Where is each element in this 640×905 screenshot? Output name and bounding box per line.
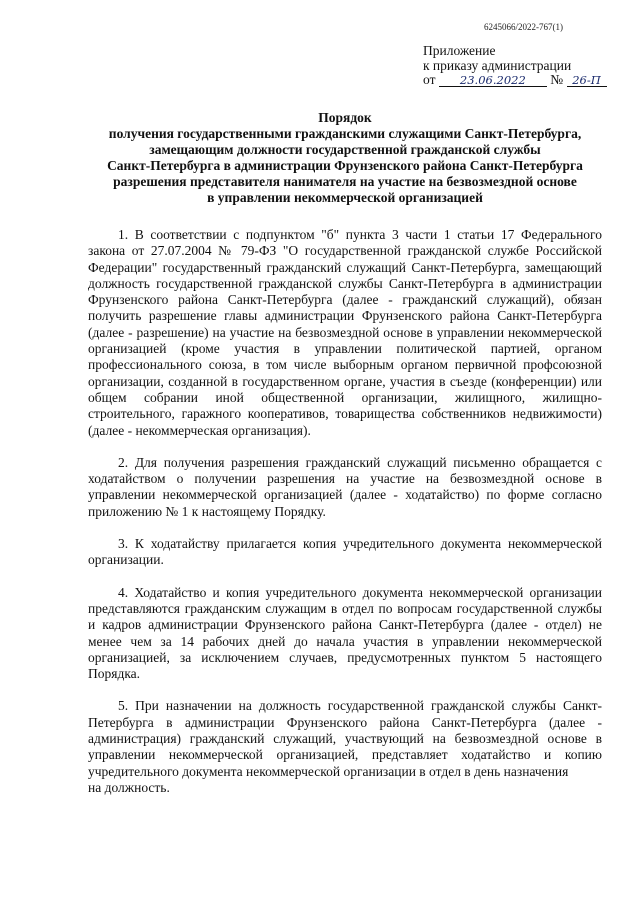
appendix-order-ref: к приказу администрации — [423, 57, 572, 73]
paragraph-2: 2. Для получения разрешения гражданский служащий письменно обращается с ходатайством о получении разрешения на участие на безвозмездной основе в управлении некоммерческой организацией (далее - ходатайство) по форме согласно приложению № 1 к настоящему Порядку. — [88, 454, 602, 519]
document-title — [88, 110, 602, 206]
title-line: разрешения представителя нанимателя на участие на безвозмездной основе — [113, 174, 577, 189]
title-line: получения государственными гражданскими служащими Санкт-Петербурга, — [108, 126, 582, 141]
paragraph-1: 1. В соответствии с подпунктом "б" пункта 3 части 1 статьи 17 Федерального закона от 27.07.2004 № 79-ФЗ "О государственной гражданской службе Российской Федерации" государственный гражданский служащий Санкт-Петербурга, замещающий должность государственной гражданской службы Санкт-Петербурга в администрации Фрунзенского района Санкт-Петербурга (далее - гражданский служащий), обязан получить разрешение главы администрации Фрунзенского района Санкт-Петербурга (далее - разрешение) на участие на безвозмездной основе в управлении некоммерческой организацией (кроме участия в управлении политической партией, органом профессионального союза, в том числе выборным органом первичной профсоюзной организации, созданной в государственном органе, участия в съезде (конференции) или общем собрании иной общественной организации, жилищного, жилищно-строительного, гаражного кооперативов, товарищества собственников недвижимости) (далее - некоммерческая организация). — [88, 227, 602, 438]
paragraph-5-tail: на должность. — [88, 779, 170, 795]
appendix-block — [423, 44, 623, 88]
paragraph-4: 4. Ходатайство и копия учредительного документа некоммерческой организации представляются гражданским служащим в отдел по вопросам государственной службы и кадров администрации Фрунзенского района Санкт-Петербурга (далее - отдел) не менее чем за 14 рабочих дней до начала участия в управлении некоммерческой организацией, за исключением случаев, предусмотренных пунктом 5 настоящего Порядка. — [88, 584, 602, 682]
paragraph-3: 3. К ходатайству прилагается копия учредительного документа некоммерческой организации. — [88, 536, 602, 568]
appendix-label: Приложение — [423, 43, 496, 58]
paragraph-5: 5. При назначении на должность государственной гражданской службы Санкт-Петербурга в администрации Фрунзенского района Санкт-Петербурга (далее - администрация) гражданский служащий, участвующий на безвозмездной основе в управлении некоммерческой организацией, представляет ходатайство и копию учредительного документа некоммерческой организации в отдел в день назначения — [88, 698, 602, 779]
appendix-date-number-line — [423, 73, 623, 88]
title-line: Санкт-Петербурга в администрации Фрунзенского района Санкт-Петербурга — [107, 158, 583, 173]
number-label: № — [550, 72, 564, 87]
title-line: Порядок — [318, 110, 372, 125]
handwritten-date: 23.06.2022 — [439, 74, 547, 87]
document-body — [88, 227, 602, 796]
handwritten-number: 26-П — [567, 74, 607, 87]
title-line: в управлении некоммерческой организацией — [207, 190, 483, 205]
from-label: от — [423, 72, 436, 87]
document-number: 6245066/2022-767(1) — [484, 22, 563, 32]
title-line: замещающим должности государственной гражданской службы — [149, 142, 541, 157]
